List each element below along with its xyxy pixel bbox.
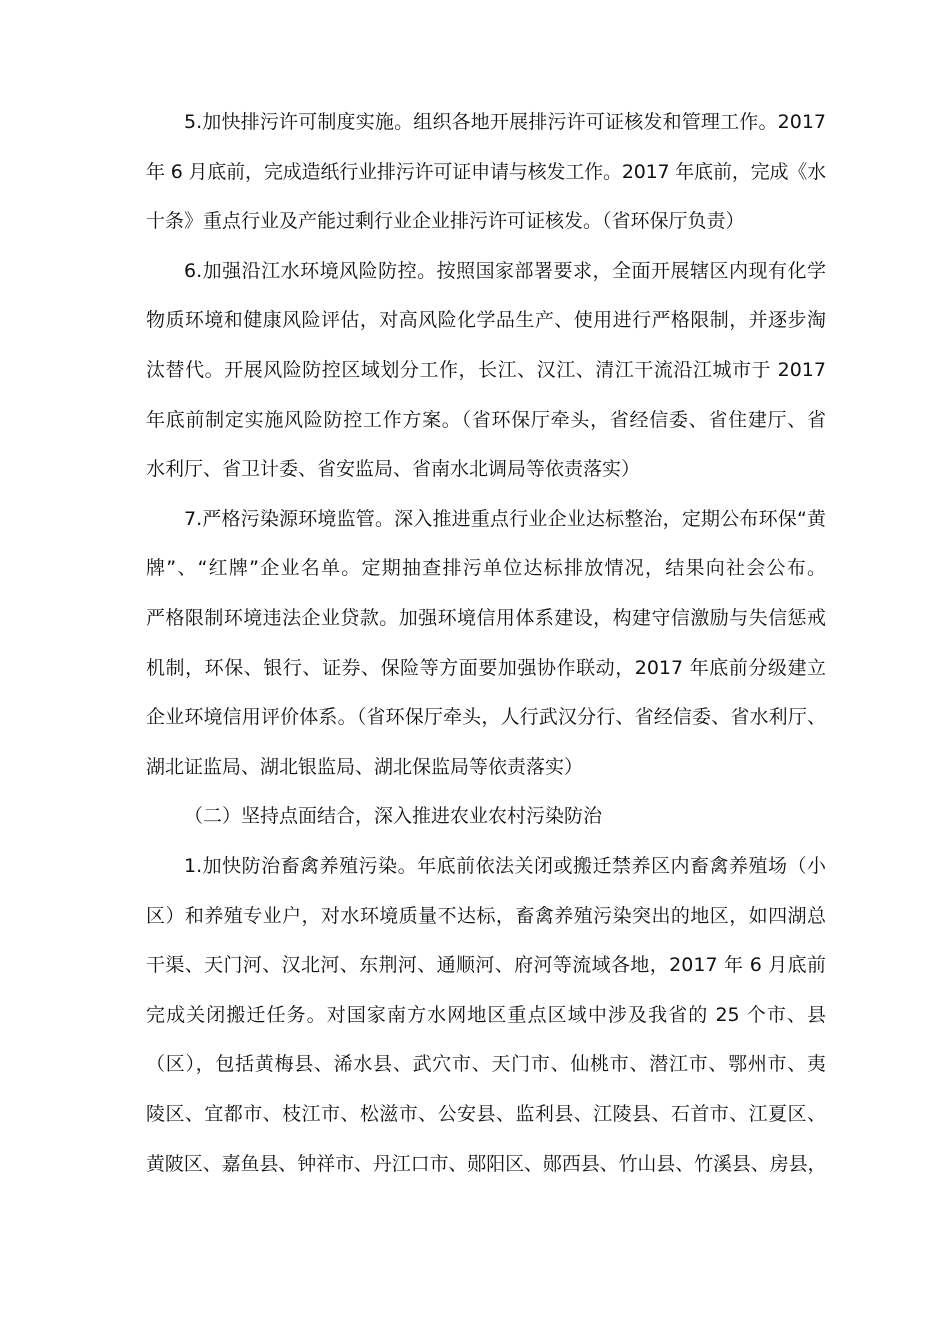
text-line: 十条》重点行业及产能过剩行业企业排污许可证核发。（省环保厅负责） xyxy=(146,210,745,232)
text-line: 1.加快防治畜禽养殖污染。年底前依法关闭或搬迁禁养区内畜禽养殖场（小 xyxy=(184,855,826,877)
text-line: 物质环境和健康风险评估，对高风险化学品生产、使用进行严格限制，并逐步淘 xyxy=(146,309,826,331)
text-line: 湖北证监局、湖北银监局、湖北保监局等依责落实） xyxy=(146,756,584,778)
text-line: 干渠、天门河、汉北河、东荆河、通顺河、府河等流域各地，2017 年 6 月底前 xyxy=(146,954,826,976)
text-line: 汰替代。开展风险防控区域划分工作，长江、汉江、清江干流沿江城市于 2017 xyxy=(146,359,826,381)
text-line: 牌”、“红牌”企业名单。定期抽查排污单位达标排放情况，结果向社会公布。 xyxy=(146,557,826,579)
text-line: 陵区、宜都市、枝江市、松滋市、公安县、监利县、江陵县、石首市、江夏区、 xyxy=(146,1103,826,1125)
text-line: 7.严格污染源环境监管。深入推进重点行业企业达标整治，定期公布环保“黄 xyxy=(184,508,826,530)
text-line: 严格限制环境违法企业贷款。加强环境信用体系建设，构建守信激励与失信惩戒 xyxy=(146,607,826,629)
text-line: （区），包括黄梅县、浠水县、武穴市、天门市、仙桃市、潜江市、鄂州市、夷 xyxy=(146,1053,826,1075)
text-line: 年底前制定实施风险防控工作方案。（省环保厅牵头，省经信委、省住建厅、省 xyxy=(146,409,826,431)
text-line: 5.加快排污许可制度实施。组织各地开展排污许可证核发和管理工作。2017 xyxy=(184,111,826,133)
text-line: 年 6 月底前，完成造纸行业排污许可证申请与核发工作。2017 年底前，完成《水 xyxy=(146,161,826,183)
text-line: 水利厅、省卫计委、省安监局、省南水北调局等依责落实） xyxy=(146,458,641,480)
text-line: 完成关闭搬迁任务。对国家南方水网地区重点区域中涉及我省的 25 个市、县 xyxy=(146,1004,826,1026)
text-line: 黄陂区、嘉鱼县、钟祥市、丹江口市、郧阳区、郧西县、竹山县、竹溪县、房县， xyxy=(146,1153,827,1175)
text-line: 企业环境信用评价体系。（省环保厅牵头，人行武汉分行、省经信委、省水利厅、 xyxy=(146,706,826,728)
text-line: 机制，环保、银行、证券、保险等方面要加强协作联动，2017 年底前分级建立 xyxy=(146,657,826,679)
text-line: （二）坚持点面结合，深入推进农业农村污染防治 xyxy=(184,805,603,827)
text-line: 6.加强沿江水环境风险防控。按照国家部署要求，全面开展辖区内现有化学 xyxy=(184,260,826,282)
text-line: 区）和养殖专业户，对水环境质量不达标，畜禽养殖污染突出的地区，如四湖总 xyxy=(146,905,826,927)
